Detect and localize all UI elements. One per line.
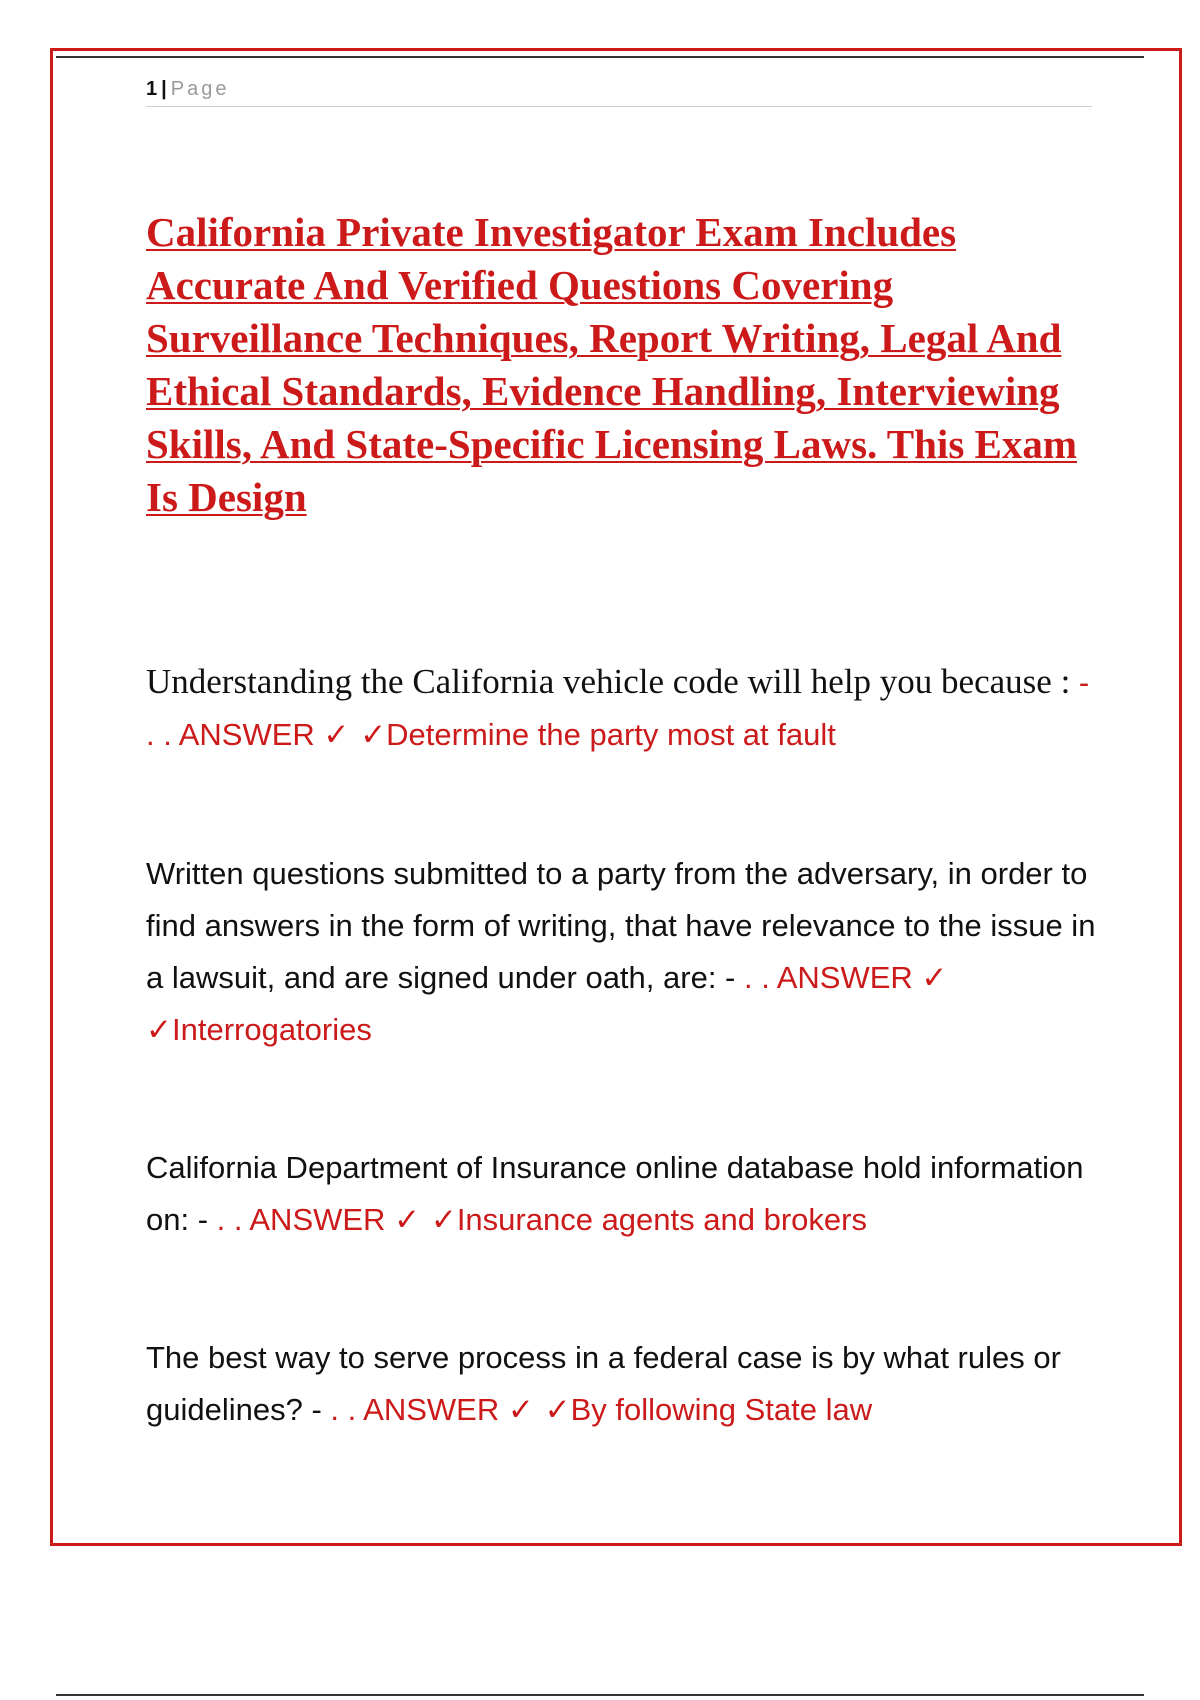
page-label: Page	[170, 78, 230, 100]
page-separator: |	[161, 78, 167, 100]
qa-item-3	[146, 1142, 1096, 1246]
answer-text: Interrogatories	[171, 1012, 372, 1047]
answer-prefix: . . ANSWER	[208, 1202, 395, 1237]
answer-prefix: . . ANSWER	[321, 1392, 508, 1427]
checkmark-icon: ✓ ✓	[394, 1202, 457, 1238]
question-text: Written questions submitted to a party from the adversary, in order to find answers in the form of writing, that have relevance to the issue in a lawsuit, and are signed under oath, are: -	[146, 856, 1096, 995]
page-number: 1	[146, 78, 158, 100]
qa-item-4	[146, 1332, 1096, 1436]
question-text: The best way to serve process in a federal case is by what rules or guidelines? -	[146, 1340, 1061, 1427]
top-divider	[56, 56, 1144, 58]
answer-text: Determine the party most at fault	[386, 717, 836, 752]
answer-text: Insurance agents and brokers	[456, 1202, 867, 1237]
question-text: California Department of Insurance online database hold information on: -	[146, 1150, 1084, 1237]
qa-item-2	[146, 848, 1096, 1056]
answer-prefix: - . . ANSWER	[146, 665, 1090, 752]
document-title: California Private Investigator Exam Includes Accurate And Verified Questions Covering Surveillance Techniques, Report Writing, Legal And Ethical Standards, Evidence Handling, Interviewing Skills, And State-Specific Licensing Laws. This Exam Is Design	[146, 209, 1078, 520]
qa-item-1	[146, 656, 1096, 761]
checkmark-icon: ✓ ✓	[507, 1392, 571, 1428]
checkmark-icon: ✓ ✓	[323, 717, 387, 753]
answer-prefix: . . ANSWER	[735, 960, 922, 995]
bottom-divider	[56, 1694, 1144, 1696]
question-text: Understanding the California vehicle code will help you because :	[146, 662, 1071, 701]
answer-text: By following State law	[570, 1392, 873, 1427]
page-header	[146, 76, 1092, 107]
checkmark-icon: ✓ ✓	[146, 960, 948, 1048]
